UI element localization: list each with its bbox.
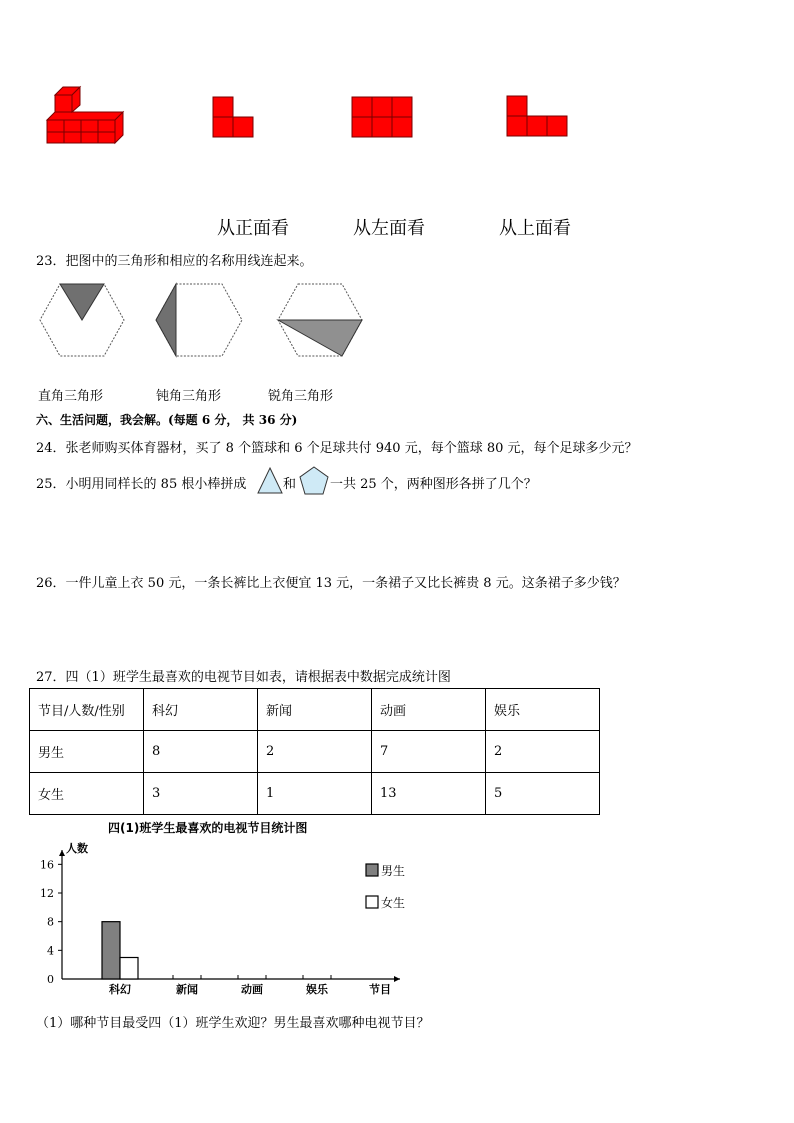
table-row — [30, 773, 600, 815]
pentagon-shape-icon — [297, 465, 331, 497]
table-header-cell: 科幻 — [144, 689, 258, 731]
hexagon-triangles — [36, 282, 366, 362]
question-27-sub-1: （1）哪种节目最受四（1）班学生欢迎？男生最喜欢哪种电视节目？ — [36, 1016, 430, 1031]
table-header-cell: 节目/人数/性别 — [30, 689, 144, 731]
chart-title: 四(1)班学生最喜欢的电视节目统计图 — [108, 821, 308, 835]
triangle-name-acute: 锐角三角形 — [268, 389, 334, 404]
table-header-cell: 新闻 — [258, 689, 372, 731]
legend-swatch — [366, 864, 378, 876]
table-header-row — [30, 689, 600, 731]
y-axis-label: 人数 — [66, 842, 88, 855]
legend-swatch — [366, 896, 378, 908]
x-axis-arrow — [394, 976, 400, 982]
y-tick-label: 4 — [47, 944, 54, 958]
section-6-heading: 六、生活问题，我会解。(每题 6 分， 共 36 分) — [36, 413, 298, 427]
table-cell: 7 — [372, 731, 486, 773]
triangle-name-right: 直角三角形 — [38, 389, 104, 404]
table-cell: 女生 — [30, 773, 144, 815]
table-cell: 8 — [144, 731, 258, 773]
table-header-cell: 动画 — [372, 689, 486, 731]
table-cell: 3 — [144, 773, 258, 815]
bar-chart — [30, 838, 420, 1000]
x-tick-label: 娱乐 — [306, 983, 328, 996]
x-tick-label: 动画 — [241, 983, 263, 996]
tv-program-table — [29, 688, 600, 815]
x-axis-label: 节目 — [369, 983, 391, 996]
left-view-label: 从左面看 — [353, 218, 425, 239]
y-tick-label: 12 — [40, 887, 54, 900]
cube-solid — [47, 87, 123, 143]
table-header-cell: 娱乐 — [486, 689, 600, 731]
x-tick-label: 新闻 — [176, 983, 198, 996]
bar-女生 — [120, 958, 138, 980]
bar-男生 — [102, 922, 120, 979]
table-cell: 5 — [486, 773, 600, 815]
front-view-label: 从正面看 — [217, 218, 289, 239]
question-24: 24．张老师购买体育器材，买了 8 个篮球和 6 个足球共付 940 元，每个篮球 80 元，每个足球多少元？ — [36, 441, 638, 456]
table-row — [30, 731, 600, 773]
hexagon-acute — [40, 284, 124, 356]
hexagon-right — [156, 284, 242, 356]
question-26: 26．一件儿童上衣 50 元，一条长裤比上衣便宜 13 元，一条裙子又比长裤贵 8 元。这条裙子多少钱？ — [36, 576, 626, 591]
table-cell: 1 — [258, 773, 372, 815]
table-cell: 13 — [372, 773, 486, 815]
question-25-part-c: 一共 25 个，两种图形各拼了几个？ — [330, 477, 537, 492]
y-axis-arrow — [59, 850, 65, 856]
question-27: 27．四（1）班学生最喜欢的电视节目如表，请根据表中数据完成统计图 — [36, 670, 451, 685]
table-cell: 2 — [486, 731, 600, 773]
table-cell: 男生 — [30, 731, 144, 773]
legend-label: 男生 — [381, 864, 406, 878]
question-23: 23．把图中的三角形和相应的名称用线连起来。 — [36, 254, 313, 269]
question-25-part-b: 和 — [283, 477, 297, 492]
top-view-label: 从上面看 — [499, 218, 571, 239]
top-view — [507, 96, 567, 136]
cube-views-figure — [40, 80, 600, 160]
hexagon-obtuse — [278, 284, 362, 356]
table-cell: 2 — [258, 731, 372, 773]
legend-label: 女生 — [381, 896, 406, 910]
front-view — [213, 97, 253, 137]
x-tick-label: 科幻 — [109, 983, 131, 996]
y-tick-label: 16 — [40, 858, 54, 872]
y-tick-label: 0 — [47, 973, 54, 986]
question-25-part-a: 25．小明用同样长的 85 根小棒拼成 — [36, 477, 247, 492]
y-tick-label: 8 — [47, 915, 54, 929]
triangle-shape-icon — [256, 466, 284, 496]
left-view — [352, 97, 412, 137]
triangle-name-obtuse: 钝角三角形 — [156, 389, 222, 404]
